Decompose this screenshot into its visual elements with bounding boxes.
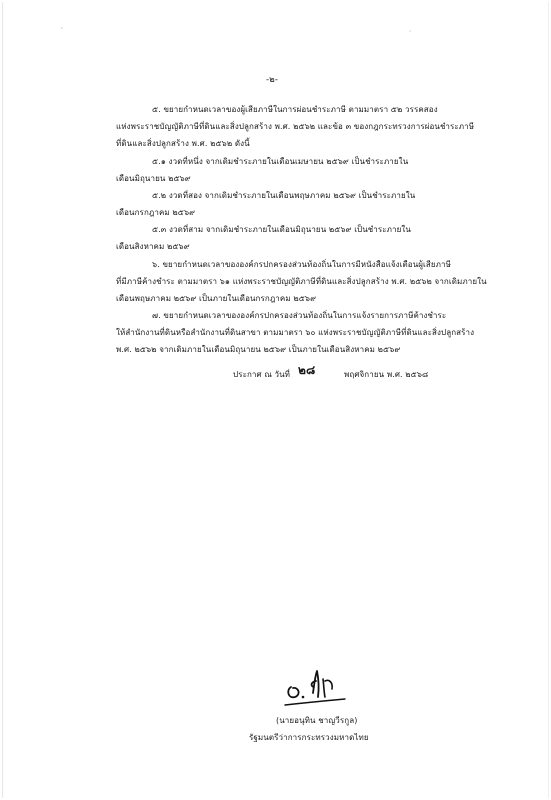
announcement-day: ๒๘ (298, 363, 316, 377)
announcement-month-year: พฤศจิกายน พ.ศ. ๒๕๖๘ (344, 370, 429, 379)
paragraph-5-1-line-1: ๕.๑ งวดที่หนึ่ง จากเดิมชำระภายในเดือนเมษายน ๒๕๖๙ เป็นชำระภายใน (152, 157, 409, 166)
paragraph-6-line-2: ที่มีภาษีค้างชำระ ตามมาตรา ๖๑ แห่งพระราชบัญญัติภาษีที่ดินและสิ่งปลูกสร้าง พ.ศ. ๒๕๖๒ จากเดิมภายใน (116, 277, 487, 286)
paragraph-5-3-line-1: ๕.๓ งวดที่สาม จากเดิมชำระภายในเดือนมิถุนายน ๒๕๖๙ เป็นชำระภายใน (152, 225, 411, 234)
paragraph-5-line-2: แห่งพระราชบัญญัติภาษีที่ดินและสิ่งปลูกสร้าง พ.ศ. ๒๕๖๒ และข้อ ๓ ของกฎกระทรวงการผ่อนชำระภาษี (116, 122, 475, 131)
paragraph-5-1-line-2: เดือนมิถุนายน ๒๕๖๙ (116, 174, 191, 183)
paragraph-7-line-2: ให้สำนักงานที่ดินหรือสำนักงานที่ดินสาขา ตามมาตรา ๖๐ แห่งพระราชบัญญัติภาษีที่ดินและสิ่งปลูกสร้าง (116, 328, 475, 337)
paragraph-5-line-3: ที่ดินและสิ่งปลูกสร้าง พ.ศ. ๒๕๖๒ ดังนี้ (116, 139, 250, 148)
signer-name: (นายอนุทิน ชาญวีรกูล) (276, 716, 358, 725)
page-number: -๒- (266, 75, 279, 85)
paragraph-6-line-1: ๖. ขยายกำหนดเวลาขององค์กรปกครองส่วนท้องถิ่นในการมีหนังสือแจ้งเตือนผู้เสียภาษี (152, 260, 452, 269)
handwritten-signature (283, 667, 363, 713)
paragraph-5-2-line-1: ๕.๒ งวดที่สอง จากเดิมชำระภายในเดือนพฤษภาคม ๒๕๖๙ เป็นชำระภายใน (152, 191, 416, 200)
paragraph-7-line-3: พ.ศ. ๒๕๖๒ จากเดิมภายในเดือนมิถุนายน ๒๕๖๙ เป็นภายในเดือนสิงหาคม ๒๕๖๙ (116, 345, 401, 354)
paragraph-5-2-line-2: เดือนกรกฎาคม ๒๕๖๙ (116, 208, 196, 217)
paragraph-6-line-3: เดือนพฤษภาคม ๒๕๖๙ เป็นภายในเดือนกรกฎาคม ๒๕๖๙ (116, 294, 317, 303)
announcement-date-label: ประกาศ ณ วันที่ (233, 370, 291, 379)
paragraph-5-3-line-2: เดือนสิงหาคม ๒๕๖๙ (116, 242, 190, 251)
signer-position: รัฐมนตรีว่าการกระทรวงมหาดไทย (249, 733, 369, 742)
paragraph-7-line-1: ๗. ขยายกำหนดเวลาขององค์กรปกครองส่วนท้องถิ่นในการแจ้งรายการภาษีค้างชำระ (152, 311, 447, 320)
paragraph-5-line-1: ๕. ขยายกำหนดเวลาของผู้เสียภาษีในการผ่อนชำระภาษี ตามมาตรา ๕๒ วรรคสอง (152, 105, 438, 114)
